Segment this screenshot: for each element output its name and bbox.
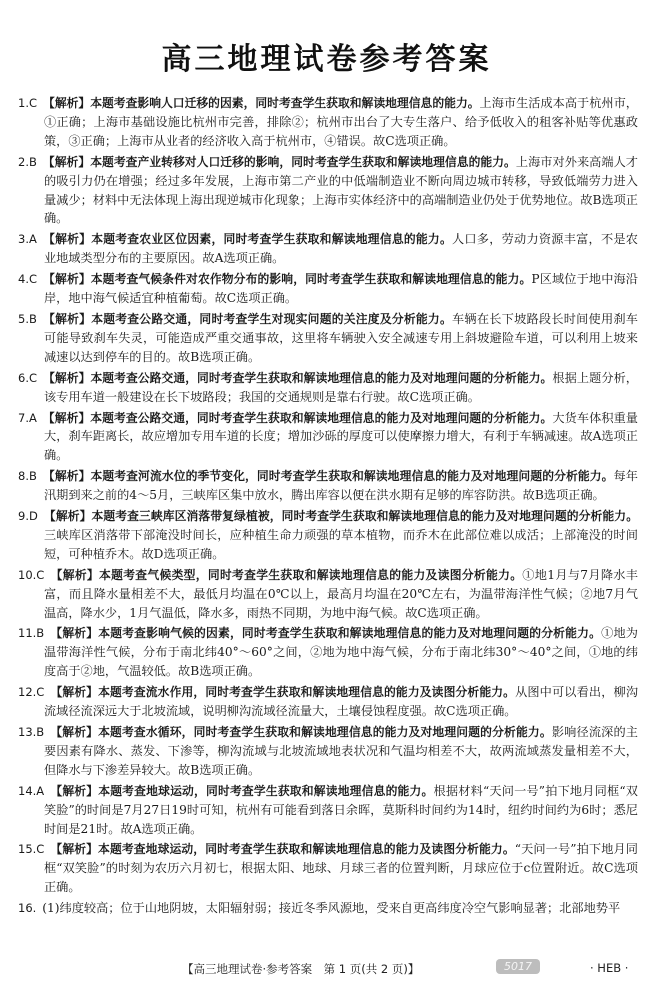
answer-choice: B <box>28 154 37 169</box>
answer-choice: B <box>28 311 37 326</box>
answer-number: 10. <box>18 567 37 582</box>
answer-analysis-lead: 【解析】本题考查公路交通，同时考查学生获取和解读地理信息的能力及对地理问题的分析能力。 <box>43 370 553 385</box>
answer-analysis-lead: 【解析】本题考查水循环，同时考查学生获取和解读地理信息的能力及对地理问题的分析能力。 <box>50 725 552 739</box>
answer-analysis-lead: 【解析】本题考查气候类型，同时考查学生获取和解读地理信息的能力及读图分析能力。 <box>50 567 523 582</box>
answer-explanation: (1)纬度较高；位于山地阴坡，太阳辐射弱；接近冬季风源地，受来自更高纬度冷空气影响显著；北部地势平 <box>42 901 621 916</box>
answer-item <box>18 369 638 407</box>
answer-number: 4. <box>18 272 29 287</box>
answer-explanation: 大货车体积重量大，刹车距离长，故应增加专用车道的长度；增加沙砾的厚度可以使摩擦力增大，有利于车辆减速。故A选项正确。 <box>44 410 638 463</box>
answer-choice: C <box>36 842 45 857</box>
answer-choice: C <box>28 370 38 385</box>
answer-choice: C <box>36 685 45 700</box>
answer-item <box>18 624 638 681</box>
answer-choice: A <box>28 410 37 425</box>
answer-analysis-lead: 【解析】本题考查气候条件对农作物分布的影响，同时考查学生获取和解读地理信息的能力。 <box>43 272 532 287</box>
answer-analysis-lead: 【解析】本题考查地球运动，同时考查学生获取和解读地理信息的能力及读图分析能力。 <box>50 842 515 857</box>
answer-choice: A <box>28 232 37 247</box>
answer-item <box>18 723 638 780</box>
answer-analysis-lead: 【解析】本题考查公路交通，同时考查学生获取和解读地理信息的能力及对地理问题的分析能力。 <box>42 410 553 425</box>
answer-number: 2. <box>18 154 29 169</box>
answer-analysis-lead: 【解析】本题考查流水作用，同时考查学生获取和解读地理信息的能力及读图分析能力。 <box>50 685 516 700</box>
answer-explanation: 根据上题分析，该专用车道一般建设在长下坡路段；我国的交通规则是靠右行驶。故C选项正确。 <box>44 370 638 404</box>
answer-choice: B <box>36 725 45 739</box>
answer-explanation: P区域位于地中海沿岸，地中海气候适宜种植葡萄。故C选项正确。 <box>44 272 638 306</box>
footer-code-badge: 5017 <box>496 959 540 974</box>
answer-number: 16. <box>18 901 37 916</box>
answer-item <box>18 566 638 623</box>
answer-analysis-lead: 【解析】本题考查河流水位的季节变化，同时考查学生获取和解读地理信息的能力及对地理问题的分析能力。 <box>42 469 614 484</box>
answer-item <box>18 310 638 367</box>
answer-analysis-lead: 【解析】本题考查农业区位因素，同时考查学生获取和解读地理信息的能力。 <box>42 232 452 247</box>
answer-explanation: “天问一号”拍下地月同框“双笑脸”的时刻为农历六月初七，根据太阳、地球、月球三者的位置判断，月球应位于c位置附近。故C选项正确。 <box>44 842 638 895</box>
answer-analysis-lead: 【解析】本题考查影响人口迁移的因素，同时考查学生获取和解读地理信息的能力。 <box>43 96 480 110</box>
answer-explanation: ①地为温带海洋性气候，分布于南北纬40°～60°之间，②地为地中海气候，分布于南北纬30°～40°之间，①地的纬度高于②地，气温较低。故B选项正确。 <box>44 626 638 679</box>
answer-item <box>18 270 638 308</box>
answer-choice: C <box>28 272 38 287</box>
answer-analysis-lead: 【解析】本题考查公路交通，同时考查学生对现实问题的关注度及分析能力。 <box>42 311 452 326</box>
answer-explanation: ①地1月与7月降水丰富，而且降水量相差不大，最低月均温在0℃以上，最高月均温在20℃左右，为温带海洋性气候；②地7月气温高，降水少，1月气温低，降水多，雨热不同期，为地中海气候。故C选项正确。 <box>44 567 638 620</box>
answer-choice: A <box>36 783 45 798</box>
answer-item <box>18 230 638 268</box>
answer-number: 8. <box>18 469 29 484</box>
answer-explanation: 根据材料“天问一号”拍下地月同框“双笑脸”的时间是7月27日19时可知，杭州有可能看到落日余晖，莫斯科时间约为14时，纽约时间约为6时；悉尼时间是21时。故A选项正确。 <box>44 783 638 836</box>
document-title: 高三地理试卷参考答案 <box>161 42 492 77</box>
answer-number: 9. <box>18 509 29 524</box>
answer-analysis-lead: 【解析】本题考查产业转移对人口迁移的影响，同时考查学生获取和解读地理信息的能力。 <box>42 154 516 169</box>
answer-number: 6. <box>18 370 29 385</box>
answer-number: 13. <box>18 725 37 739</box>
answer-number: 14. <box>18 783 37 798</box>
answer-item <box>18 683 638 721</box>
answer-choice: D <box>28 509 38 524</box>
answer-explanation: 三峡库区消落带下部淹没时间长，应种植生命力顽强的草本植物，而乔木在此部位难以成活；上部淹没的时间短，可种植乔木。故D选项正确。 <box>44 527 638 561</box>
answer-explanation: 人口多，劳动力资源丰富，不是农业地域类型分布的主要原因。故A选项正确。 <box>44 232 638 266</box>
answer-number: 5. <box>18 311 29 326</box>
answer-number: 3. <box>18 232 29 247</box>
answer-choice: C <box>36 567 45 582</box>
answer-explanation: 车辆在长下坡路段长时间使用刹车可能导致刹车失灵，可能造成严重交通事故，这里将车辆驶入安全减速专用上斜坡避险车道，可以利用上坡来减速以达到停车的目的。故B选项正确。 <box>44 311 638 364</box>
answer-item <box>18 507 638 564</box>
answer-item <box>18 153 638 229</box>
answer-item <box>18 782 638 839</box>
answer-explanation: 影响径流深的主要因素有降水、蒸发、下渗等，柳沟流域与北坡流域地表状况和气温均相差不大，故两流域蒸发量相差不大，但降水与下渗差异较大。故B选项正确。 <box>44 725 638 777</box>
answer-explanation: 上海市生活成本高于杭州市，①正确；上海市基础设施比杭州市完善，排除②；杭州市出台了大专生落户、给予低收入的租客补贴等优惠政策，③正确；上海市从业者的经济收入高于杭州市，④错误。故C选项正确。 <box>44 96 638 148</box>
answer-item <box>18 840 638 897</box>
answer-number: 7. <box>18 410 29 425</box>
answer-list <box>18 94 638 920</box>
footer-page-label: 【高三地理试卷·参考答案 第 1 页(共 2 页)】 <box>182 962 420 976</box>
answer-number: 15. <box>18 842 37 857</box>
answer-number: 12. <box>18 685 37 700</box>
answer-choice: C <box>28 96 38 110</box>
answer-analysis-lead: 【解析】本题考查三峡库区消落带复绿植被，同时考查学生获取和解读地理信息的能力及对地理问题的分析能力。 <box>43 509 638 524</box>
answer-item <box>18 899 638 918</box>
answer-explanation: 从图中可以看出，柳沟流域径流深远大于北坡流域，说明柳沟流域径流量大，土壤侵蚀程度强。故C选项正确。 <box>44 685 639 719</box>
answer-analysis-lead: 【解析】本题考查影响气候的因素，同时考查学生获取和解读地理信息的能力及对地理问题的分析能力。 <box>50 626 602 641</box>
answer-number: 11. <box>18 626 37 641</box>
answer-item <box>18 409 638 466</box>
answer-choice: B <box>28 469 37 484</box>
answer-item <box>18 94 638 151</box>
answer-explanation: 上海市对外来高端人才的吸引力仍在增强；经过多年发展，上海市第二产业的中低端制造业不断向周边城市转移，导致低端劳力进入量减少；材料中无法体现上海出现逆城市化现象；上海市实体经济中的高端制造业仍处于优势地位。故B选项正确。 <box>44 154 638 226</box>
answer-choice: B <box>36 626 45 641</box>
answer-analysis-lead: 【解析】本题考查地球运动，同时考查学生获取和解读地理信息的能力。 <box>50 783 434 798</box>
footer-edition: · HEB · <box>590 961 629 975</box>
answer-number: 1. <box>18 96 29 110</box>
answer-explanation: 每年汛期到来之前的4～5月，三峡库区集中放水，腾出库容以便在洪水期有足够的库容防洪。故B选项正确。 <box>44 469 638 503</box>
answer-item <box>18 467 638 505</box>
